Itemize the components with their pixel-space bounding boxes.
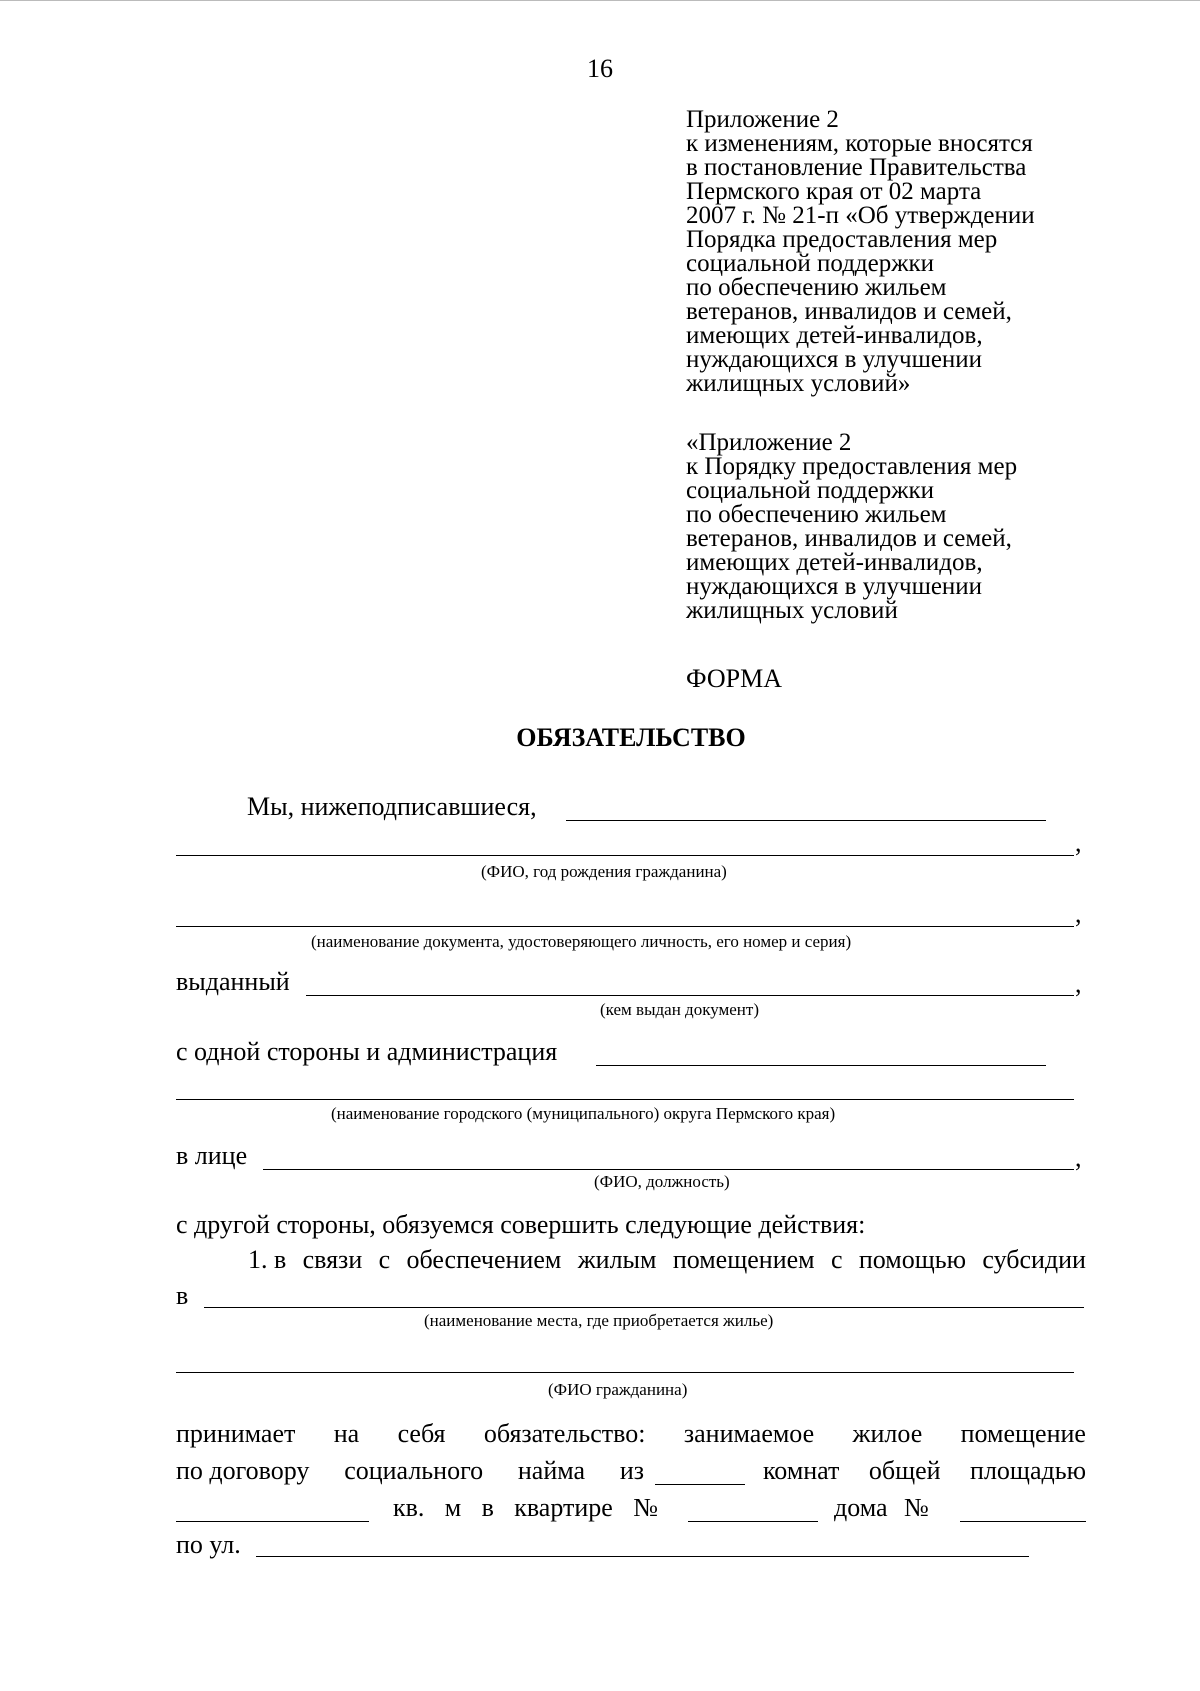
apartment-number-field[interactable] (688, 1521, 818, 1522)
appendix-line: Порядка предоставления мер (686, 226, 998, 253)
appendix-line: ветеранов, инвалидов и семей, (686, 298, 1012, 325)
document-title: ОБЯЗАТЕЛЬСТВО (516, 723, 746, 752)
caption-fio-citizen: (ФИО гражданина) (548, 1380, 688, 1399)
appendix-line: 2007 г. № 21-п «Об утверждении (686, 202, 1035, 229)
issued-text: выданный (176, 967, 290, 996)
appendix-line: по обеспечению жильем (686, 501, 947, 528)
comma: , (1075, 969, 1082, 998)
appendix-line: Пермского края от 02 марта (686, 178, 982, 205)
appendix-header (686, 108, 1126, 623)
item-1-in-text: в (176, 1281, 189, 1310)
municipality-field[interactable] (176, 1099, 1074, 1100)
comma: , (1075, 828, 1082, 857)
street-field[interactable] (256, 1556, 1029, 1557)
appendix-line: Приложение 2 (686, 106, 839, 133)
comma: , (1075, 1143, 1082, 1172)
appendix-line: социальной поддержки (686, 477, 935, 504)
caption-municipality: (наименование городского (муниципального) округа Пермского края) (331, 1104, 836, 1123)
appendix-line: к Порядку предоставления мер (686, 453, 1018, 480)
appendix-line: нуждающихся в улучшении (686, 346, 983, 373)
administration-field[interactable] (596, 1065, 1046, 1066)
appendix-line: социальной поддержки (686, 250, 935, 277)
rooms-count-field[interactable] (655, 1484, 745, 1485)
representative-field[interactable] (263, 1169, 1074, 1170)
other-side-text: с другой стороны, обязуемся совершить следующие действия: (176, 1210, 866, 1239)
obligation-text: принимает на себя обязательство: занимаемое жилое помещение (176, 1419, 1086, 1448)
appendix-line: по обеспечению жильем (686, 274, 947, 301)
caption-id-document: (наименование документа, удостоверяющего личность, его номер и серия) (311, 932, 852, 951)
item-1-text: 1. в связи с обеспечением жилым помещением с помощью субсидии (248, 1245, 1086, 1274)
appendix-line: «Приложение 2 (686, 429, 852, 456)
comma: , (1075, 899, 1082, 928)
id-document-field[interactable] (176, 926, 1074, 927)
caption-fio-position: (ФИО, должность) (594, 1172, 730, 1191)
appendix-line: к изменениям, которые вносятся (686, 130, 1033, 157)
page-top-edge (0, 0, 1200, 1)
caption-fio-birth: (ФИО, год рождения гражданина) (481, 862, 727, 881)
we-undersigned-text: Мы, нижеподписавшиеся, (247, 792, 537, 821)
caption-place: (наименование места, где приобретается жилье) (424, 1311, 774, 1330)
citizen-name-field[interactable] (176, 1372, 1074, 1373)
street-text: по ул. (176, 1530, 241, 1559)
represented-by-text: в лице (176, 1141, 248, 1170)
area-text: кв. м в квартире № (393, 1493, 658, 1522)
rooms-text: комнат общей площадью (763, 1456, 1086, 1485)
appendix-line: ветеранов, инвалидов и семей, (686, 525, 1012, 552)
house-number-field[interactable] (960, 1521, 1086, 1522)
house-number-text: дома № (834, 1493, 929, 1522)
one-side-admin-text: с одной стороны и администрация (176, 1037, 558, 1066)
appendix-line: в постановление Правительства (686, 154, 1027, 181)
undersigned-name-field[interactable] (566, 820, 1046, 821)
caption-issued-by: (кем выдан документ) (600, 1000, 759, 1019)
appendix-line: жилищных условий (686, 597, 898, 624)
form-label: ФОРМА (686, 664, 782, 693)
appendix-line: жилищных условий» (686, 370, 911, 397)
appendix-line: нуждающихся в улучшении (686, 573, 983, 600)
area-field[interactable] (176, 1521, 369, 1522)
page-number: 16 (587, 54, 613, 83)
citizen-fio-field[interactable] (176, 855, 1074, 856)
appendix-line: имеющих детей-инвалидов, (686, 549, 983, 576)
issued-by-field[interactable] (306, 995, 1074, 996)
contract-text: по договору социального найма из (176, 1456, 644, 1485)
appendix-line: имеющих детей-инвалидов, (686, 322, 983, 349)
purchase-place-field[interactable] (204, 1307, 1084, 1308)
